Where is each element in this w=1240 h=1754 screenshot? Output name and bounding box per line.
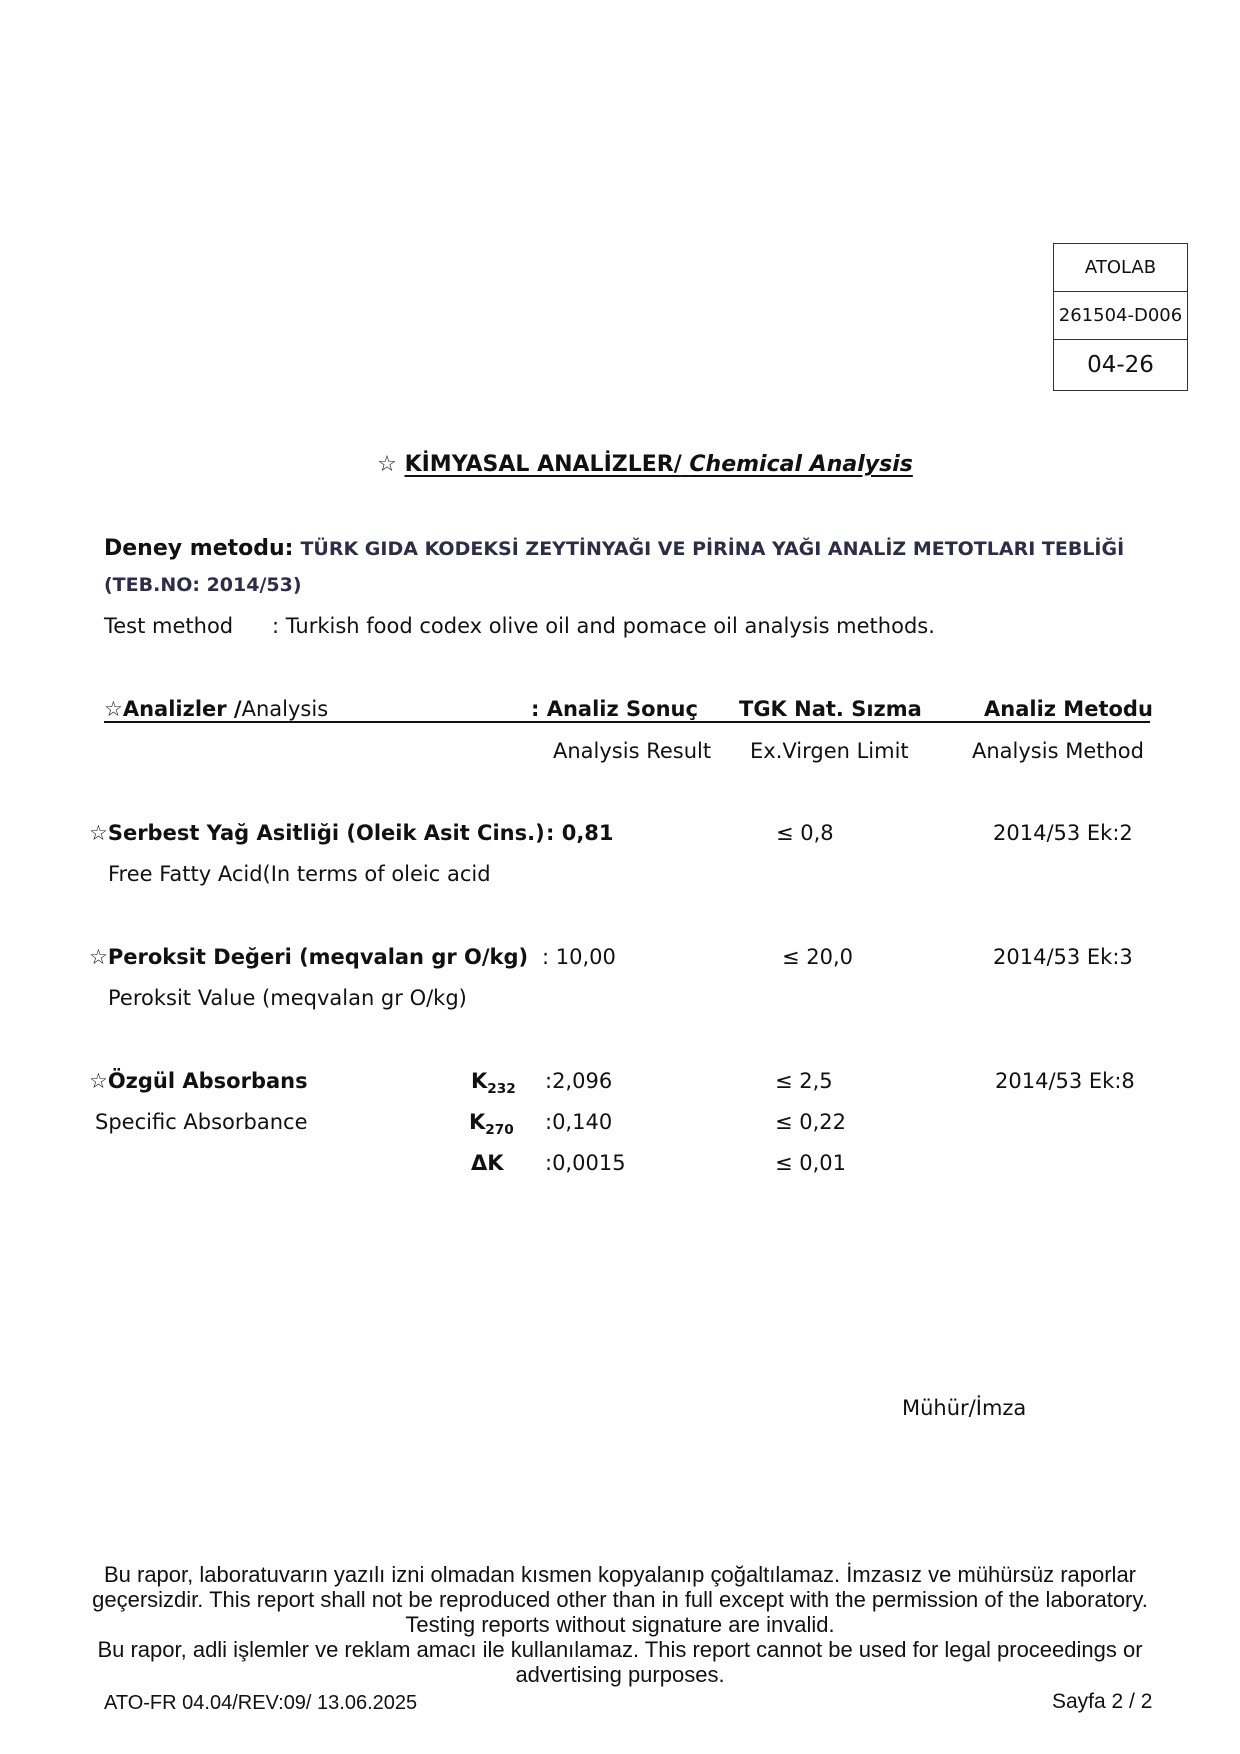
header-result-en: Analysis Result [553,739,712,763]
header-limit-en: Ex.Virgen Limit [750,739,909,763]
row-absorbance-method: 2014/53 Ek:8 [995,1069,1135,1093]
row-ffa-limit: ≤ 0,8 [776,821,834,845]
delta-k-limit: ≤ 0,01 [775,1151,847,1175]
star-icon: ☆ [89,945,108,969]
k270-value: :0,140 [545,1110,613,1134]
test-method-block [104,536,1124,561]
footer-line2: geçersizdir. This report shall not be reproduced other than in full except with the permission of the laboratory. [92,1587,1148,1612]
footer-line4: Bu rapor, adli işlemler ve reklam amacı ile kullanılamaz. This report cannot be used for legal proceedings or [97,1637,1143,1662]
delta-k-value: :0,0015 [545,1151,626,1175]
ref-date-code: 04-26 [1087,351,1154,378]
star-icon: ☆ [104,697,123,721]
header-limit-tr: TGK Nat. Sızma [739,697,922,721]
row-peroxide-limit: ≤ 20,0 [782,945,854,969]
title-tr: KİMYASAL ANALİZLER/ [404,452,682,477]
k270-limit: ≤ 0,22 [775,1110,847,1134]
section-title [0,452,1240,477]
method-value-line2: (TEB.NO: 2014/53) [104,574,302,596]
row-ffa-name-en: Free Fatty Acid(In terms of oleic acid [108,862,491,886]
ref-report-number: 261504-D006 [1054,292,1187,340]
row-absorbance-name-tr: ☆Özgül Absorbans [89,1069,308,1093]
row-ffa-result: : 0,81 [546,821,614,845]
method-en-label: Test method [104,614,234,638]
header-analysis [104,697,328,721]
star-icon: ☆ [377,452,397,477]
header-analysis-tr: Analizler / [122,697,242,721]
header-underline [104,721,1150,723]
row-ffa-name-tr: ☆Serbest Yağ Asitliği (Oleik Asit Cins.) [89,821,545,845]
signature-label: Mühür/İmza [902,1396,1027,1420]
reference-box [1053,243,1188,391]
ref-lab-name: ATOLAB [1054,244,1187,292]
title-en: Chemical Analysis [689,452,913,477]
delta-k-label: ΔK [471,1151,504,1175]
method-value-line1: TÜRK GIDA KODEKSİ ZEYTİNYAĞI VE PİRİNA YAĞI ANALİZ METOTLARI TEBLİĞİ [300,538,1125,560]
header-method-tr: Analiz Metodu [984,697,1153,721]
header-analysis-en: Analysis [241,697,329,721]
footer-line3: Testing reports without signature are invalid. [405,1612,835,1637]
star-icon: ☆ [89,821,108,845]
k232-label: $K_{232}$ [471,1069,516,1098]
k232-value: :2,096 [545,1069,613,1093]
star-icon: ☆ [89,1069,108,1093]
footer-line5: advertising purposes. [515,1662,725,1687]
row-absorbance-name-en: Specific Absorbance [95,1110,308,1134]
form-code: ATO-FR 04.04/REV:09/ 13.06.2025 [104,1692,418,1714]
k232-limit: ≤ 2,5 [775,1069,833,1093]
k270-label: $K_{270}$ [469,1110,514,1139]
row-peroxide-method: 2014/53 Ek:3 [993,945,1133,969]
row-peroxide-result: : 10,00 [542,945,616,969]
row-peroxide-name-tr: ☆Peroksit Değeri (meqvalan gr O/kg) [89,945,529,969]
row-peroxide-name-en: Peroksit Value (meqvalan gr O/kg) [108,986,467,1010]
page-number: Sayfa 2 / 2 [1052,1690,1153,1713]
header-result-tr: : Analiz Sonuç [531,697,698,721]
method-en-value: : Turkish food codex olive oil and pomace oil analysis methods. [272,614,935,638]
footer-line1: Bu rapor, laboratuvarın yazılı izni olmadan kısmen kopyalanıp çoğaltılamaz. İmzasız ve mühürsüz raporlar [103,1562,1137,1587]
footer-disclaimer [70,1562,1170,1687]
header-method-en: Analysis Method [972,739,1144,763]
row-ffa-method: 2014/53 Ek:2 [993,821,1133,845]
method-label: Deney metodu: [104,536,294,561]
